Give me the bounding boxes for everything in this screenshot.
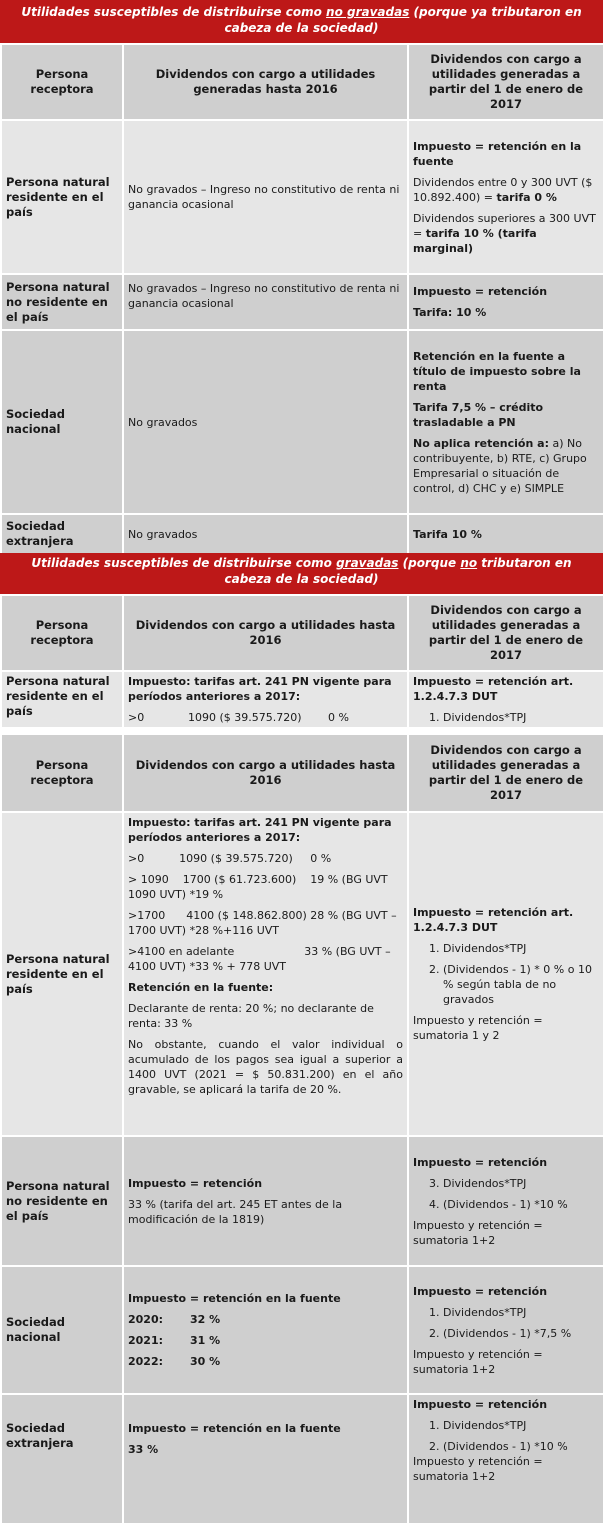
cell-title: Impuesto = retención xyxy=(413,1155,548,1169)
retention-paragraph: Declarante de renta: 20 %; no declarante de renta: 33 % xyxy=(128,1002,374,1030)
cell-title: Impuesto: tarifas art. 241 PN vigente para períodos anteriores a 2017: xyxy=(128,675,392,703)
hasta-2016-cell: No gravados xyxy=(124,515,407,553)
list-item: 3. Dividendos*TPJ xyxy=(443,1176,599,1191)
banner-text: (porque ya tributaron en cabeza de la sociedad) xyxy=(224,5,582,35)
receptor-cell: Persona natural residente en el país xyxy=(2,813,122,1135)
section-banner-no-gravadas xyxy=(0,0,603,45)
year-rate: 32 % xyxy=(190,1313,221,1326)
receptor-cell: Sociedad extranjera xyxy=(2,1395,122,1523)
header-hasta-2016: Dividendos con cargo a utilidades hasta 2016 xyxy=(124,735,407,811)
formula-list xyxy=(413,1418,599,1454)
bracket-line: >4100 en adelante 33 % (BG UVT – 4100 UVT) *33 % + 778 UVT xyxy=(128,945,395,973)
desde-2017-cell xyxy=(409,813,603,1135)
section-banner-gravadas xyxy=(0,553,603,596)
year-rate-line xyxy=(128,1312,403,1327)
year-rate: 30 % xyxy=(190,1355,221,1368)
bracket-row xyxy=(128,710,403,725)
cell-paragraph xyxy=(413,175,599,205)
list-item: 1. Dividendos*TPJ xyxy=(443,1418,599,1433)
cell-title: Impuesto = retención art. 1.2.4.7.3 DUT xyxy=(413,906,574,934)
cell-footer: Impuesto y retención = sumatoria 1+2 xyxy=(413,1347,543,1376)
receptor-cell: Sociedad extranjera xyxy=(2,515,122,553)
table-gravadas-detail xyxy=(0,733,603,1525)
table-row xyxy=(2,121,603,273)
banner-underlined-text: no gravadas xyxy=(326,5,410,19)
banner-text: Utilidades susceptibles de distribuirse como xyxy=(21,5,327,19)
banner-underlined-text: no xyxy=(460,556,478,570)
cell-bold-paragraph: Tarifa 10 % xyxy=(413,527,482,541)
hasta-2016-cell xyxy=(124,1137,407,1265)
table-row xyxy=(2,275,603,329)
header-persona-receptora: Persona receptora xyxy=(2,45,122,119)
retention-paragraph: No obstante, cuando el valor individual o acumulado de los pagos sea igual a superior a 1400 UVT (2021 = $ 50.831.200) en el año gravable, se aplicará la tarifa de 20 %. xyxy=(128,1038,403,1096)
bracket-from: >0 xyxy=(128,711,145,724)
receptor-cell: Persona natural residente en el país xyxy=(2,672,122,727)
cell-title: Impuesto = retención en la fuente xyxy=(413,139,582,168)
table-gravadas-summary xyxy=(0,594,603,729)
table-row xyxy=(2,672,603,727)
list-item: 1. Dividendos*TPJ xyxy=(443,710,599,725)
header-desde-2017: Dividendos con cargo a utilidades generadas a partir del 1 de enero de 2017 xyxy=(409,45,603,119)
cell-paragraph: 33 % (tarifa del art. 245 ET antes de la modificación de la 1819) xyxy=(128,1197,343,1226)
cell-title: Impuesto = retención art. 1.2.4.7.3 DUT xyxy=(413,675,574,703)
table-header-row xyxy=(2,596,603,670)
formula-list xyxy=(413,1176,599,1212)
formula-list xyxy=(413,710,599,725)
cell-footer: Impuesto y retención = sumatoria 1 y 2 xyxy=(413,1014,543,1042)
desde-2017-cell xyxy=(409,331,603,513)
banner-underlined-text: gravadas xyxy=(336,556,399,570)
table-no-gravadas xyxy=(0,43,603,555)
cell-text: Dividendos entre 0 y 300 UVT ($ 10.892.400) = xyxy=(413,175,593,204)
table-row xyxy=(2,1267,603,1393)
list-item: 2. (Dividendos - 1) *10 % xyxy=(443,1439,599,1454)
formula-list xyxy=(413,1305,599,1341)
list-item: 1. Dividendos*TPJ xyxy=(443,941,599,956)
cell-text: Dividendos superiores a 300 UVT = xyxy=(413,211,596,240)
desde-2017-cell xyxy=(409,275,603,329)
header-desde-2017: Dividendos con cargo a utilidades generadas a partir del 1 de enero de 2017 xyxy=(409,596,603,670)
receptor-cell: Persona natural residente en el país xyxy=(2,121,122,273)
cell-title: Impuesto = retención xyxy=(413,285,548,298)
desde-2017-cell xyxy=(409,515,603,553)
hasta-2016-cell: No gravados – Ingreso no constitutivo de renta ni ganancia ocasional xyxy=(124,121,407,273)
cell-bold-text: No aplica retención a: xyxy=(413,436,549,450)
cell-title: Impuesto: tarifas art. 241 PN vigente para períodos anteriores a 2017: xyxy=(128,816,392,844)
desde-2017-cell xyxy=(409,1267,603,1393)
hasta-2016-cell xyxy=(124,1395,407,1523)
year-rate-line xyxy=(128,1354,403,1369)
header-hasta-2016: Dividendos con cargo a utilidades hasta 2016 xyxy=(124,596,407,670)
receptor-cell: Sociedad nacional xyxy=(2,1267,122,1393)
cell-paragraph xyxy=(413,211,599,256)
cell-title: Impuesto = retención xyxy=(413,1398,548,1411)
cell-title: Retención en la fuente a título de impuesto sobre la renta xyxy=(413,349,581,393)
table-row xyxy=(2,515,603,553)
list-item: 1. Dividendos*TPJ xyxy=(443,1305,599,1320)
cell-rate: 33 % xyxy=(128,1443,159,1456)
formula-list xyxy=(413,941,599,1007)
hasta-2016-cell: No gravados – Ingreso no constitutivo de renta ni ganancia ocasional xyxy=(124,275,407,329)
cell-bold-paragraph: Tarifa: 10 % xyxy=(413,306,487,319)
desde-2017-cell xyxy=(409,1137,603,1265)
table-row xyxy=(2,813,603,1135)
desde-2017-cell xyxy=(409,121,603,273)
receptor-cell: Sociedad nacional xyxy=(2,331,122,513)
hasta-2016-cell xyxy=(124,813,407,1135)
cell-title: Impuesto = retención en la fuente xyxy=(128,1422,341,1435)
header-hasta-2016: Dividendos con cargo a utilidades generadas hasta 2016 xyxy=(124,45,407,119)
table-row xyxy=(2,1137,603,1265)
cell-footer: Impuesto y retención = sumatoria 1+2 xyxy=(413,1455,543,1483)
cell-bold-paragraph: Tarifa 7,5 % – crédito trasladable a PN xyxy=(413,400,544,429)
year-rate-line xyxy=(128,1333,403,1348)
banner-text: (porque xyxy=(398,556,461,570)
cell-text: a) No contribuyente, b) RTE, c) Grupo Empresarial o situación de control, d) CHC y e) SIMPLE xyxy=(413,436,587,495)
hasta-2016-cell xyxy=(124,672,407,727)
cell-footer: Impuesto y retención = sumatoria 1+2 xyxy=(413,1218,543,1247)
year-label: 2020: xyxy=(128,1313,164,1326)
list-item: 4. (Dividendos - 1) *10 % xyxy=(443,1197,599,1212)
header-desde-2017: Dividendos con cargo a utilidades generadas a partir del 1 de enero de 2017 xyxy=(409,735,603,811)
year-label: 2022: xyxy=(128,1355,164,1368)
bracket-rate: 0 % xyxy=(328,711,349,724)
bracket-line: >1700 4100 ($ 148.862.800) 28 % (BG UVT – 1700 UVT) *28 %+116 UVT xyxy=(128,909,401,937)
table-header-row xyxy=(2,45,603,119)
retention-title: Retención en la fuente: xyxy=(128,981,274,994)
hasta-2016-cell xyxy=(124,1267,407,1393)
cell-bold-text: tarifa 0 % xyxy=(496,190,557,204)
cell-title: Impuesto = retención xyxy=(413,1284,548,1298)
cell-bold-text: tarifa 10 % (tarifa marginal) xyxy=(413,226,537,255)
banner-text: tributaron en cabeza de la sociedad) xyxy=(224,556,572,586)
bracket-line: >0 1090 ($ 39.575.720) 0 % xyxy=(128,852,332,865)
table-header-row xyxy=(2,735,603,811)
list-item: 2. (Dividendos - 1) *7,5 % xyxy=(443,1326,599,1341)
cell-paragraph xyxy=(413,436,599,496)
banner-text: Utilidades susceptibles de distribuirse como xyxy=(31,556,337,570)
year-label: 2021: xyxy=(128,1334,164,1347)
table-row xyxy=(2,1395,603,1523)
bracket-line: > 1090 1700 ($ 61.723.600) 19 % (BG UVT 1090 UVT) *19 % xyxy=(128,873,392,901)
list-item: 2. (Dividendos - 1) * 0 % o 10 % según tabla de no gravados xyxy=(443,962,599,1007)
table-row xyxy=(2,331,603,513)
receptor-cell: Persona natural no residente en el país xyxy=(2,275,122,329)
receptor-cell: Persona natural no residente en el país xyxy=(2,1137,122,1265)
bracket-to: 1090 ($ 39.575.720) xyxy=(188,711,302,724)
header-persona-receptora: Persona receptora xyxy=(2,735,122,811)
desde-2017-cell xyxy=(409,1395,603,1523)
year-rate: 31 % xyxy=(190,1334,221,1347)
hasta-2016-cell: No gravados xyxy=(124,331,407,513)
cell-title: Impuesto = retención en la fuente xyxy=(128,1292,341,1305)
header-persona-receptora: Persona receptora xyxy=(2,596,122,670)
desde-2017-cell xyxy=(409,672,603,727)
cell-title: Impuesto = retención xyxy=(128,1176,263,1190)
